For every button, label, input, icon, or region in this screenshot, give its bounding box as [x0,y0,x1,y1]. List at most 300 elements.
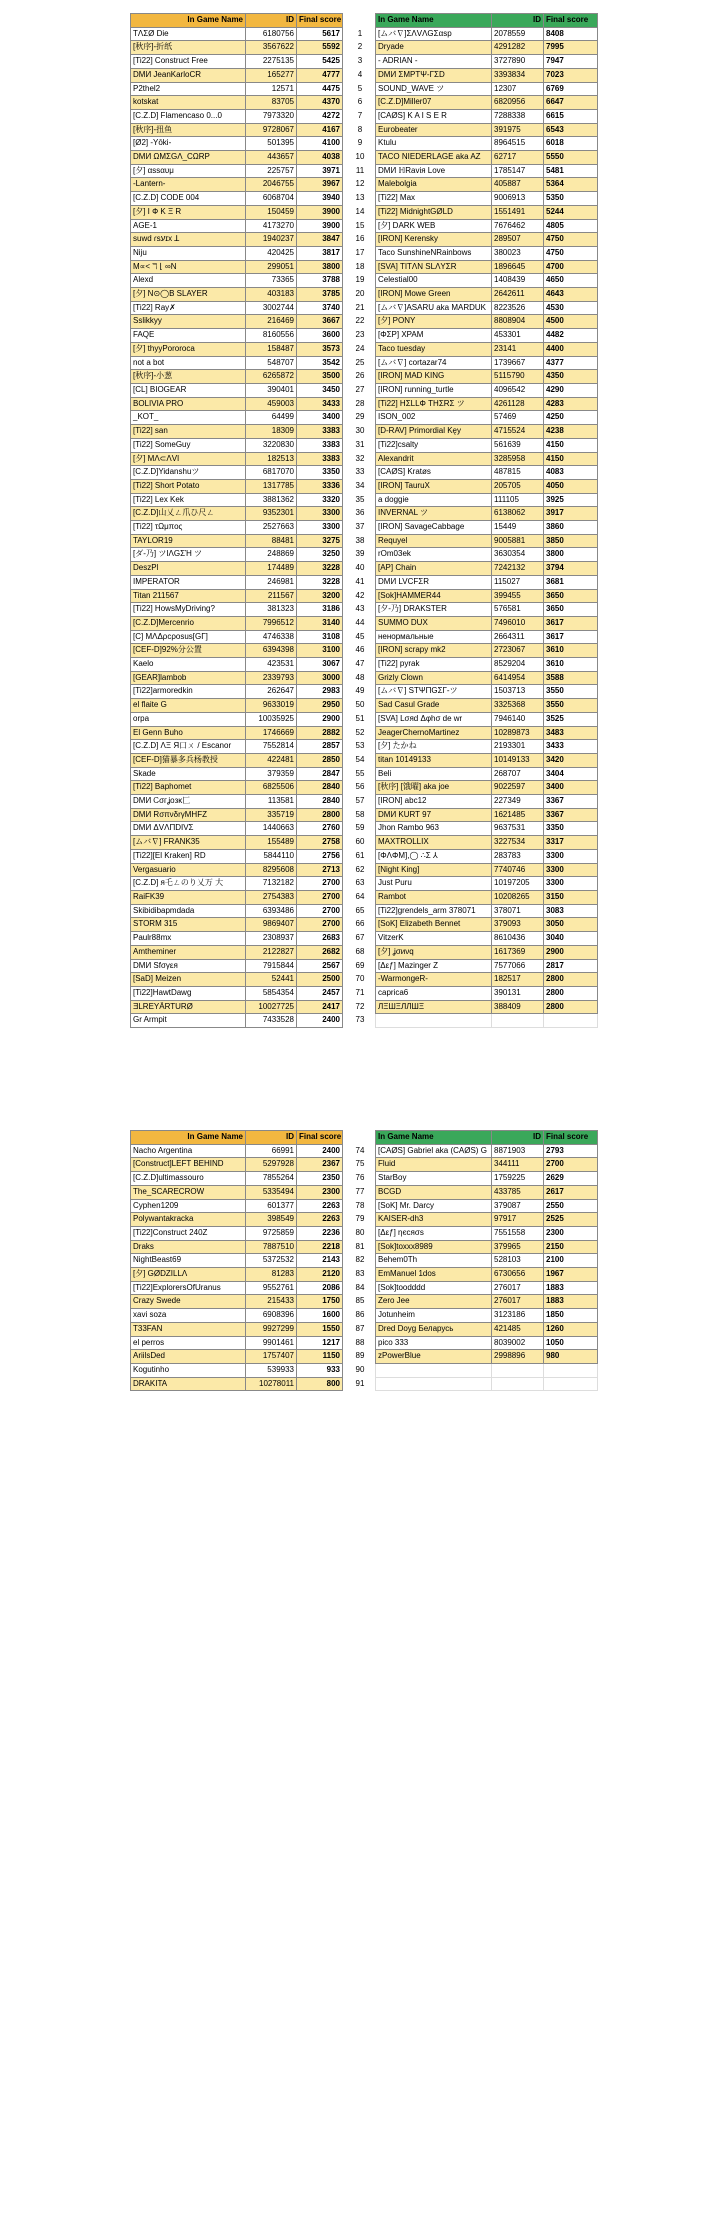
cell-id: 4746338 [246,630,297,644]
rank-number: 86 [355,1310,365,1319]
rank-number: 52 [355,728,365,737]
cell-score: 2758 [297,836,343,850]
cell-score: 4038 [297,151,343,165]
table-row [376,82,598,96]
table-row [376,1158,598,1172]
table-row [376,493,598,507]
table-row [131,534,343,548]
cell-name: AriilsDed [131,1350,246,1364]
cell-score: 3740 [297,301,343,315]
table-row [131,479,343,493]
cell-name: Titan 211567 [131,589,246,603]
cell-name: [Sok]HAMMER44 [376,589,492,603]
table-row [131,1363,343,1377]
table-row [131,959,343,973]
cell-id: 23141 [492,342,544,356]
rank-number: 8 [357,125,363,134]
cell-id: 215433 [246,1295,297,1309]
table-row [376,68,598,82]
cell-id: 12307 [492,82,544,96]
cell-score: 2800 [544,1000,598,1014]
cell-score: 3000 [297,671,343,685]
cell-name: [C.Z.D]Miller07 [376,96,492,110]
rank-number: 89 [355,1351,365,1360]
cell-id: 6817070 [246,466,297,480]
cell-name: [CAØS] Gabriel aka (CAØS) G [376,1144,492,1158]
cell-score: 1967 [544,1268,598,1282]
rank-number: 10 [355,152,365,161]
table-row [376,1322,598,1336]
rank-number: 2 [357,42,363,51]
rank-number: 61 [355,851,365,860]
cell-score: 3788 [297,274,343,288]
table-row [131,411,343,425]
table-row [376,452,598,466]
cell-name: RaiFK39 [131,891,246,905]
table-row [131,82,343,96]
table-row [131,205,343,219]
cell-id: 423531 [246,658,297,672]
table-row [376,891,598,905]
rank-number: 75 [355,1159,365,1168]
rank-number: 47 [355,659,365,668]
cell-score: 2700 [297,891,343,905]
cell-id: 9352301 [246,507,297,521]
cell-name: [CEF-D]92%分公置 [131,644,246,658]
table-row [131,452,343,466]
cell-id: 9728067 [246,123,297,137]
cell-name: [GEAR]lambob [131,671,246,685]
cell-name: [夕] N⊙◯B SLAYER [131,288,246,302]
cell-score: 4272 [297,109,343,123]
rank-number: 82 [355,1255,365,1264]
cell-id [492,1363,544,1377]
table-row [376,137,598,151]
table-row [131,603,343,617]
cell-score: 4750 [544,233,598,247]
table-row [131,397,343,411]
cell-name: [ムバ∇]ΣΛVΛGΣαsp [376,27,492,41]
cell-id: 7552814 [246,740,297,754]
cell-id: 390131 [492,986,544,1000]
cell-id: 7915844 [246,959,297,973]
table-row [376,151,598,165]
cell-id: 1739667 [492,356,544,370]
table-row [131,1295,343,1309]
table-row [131,644,343,658]
cell-score: 2100 [544,1254,598,1268]
cell-name: DMИ ΩMΣGΛ_CΩRP [131,151,246,165]
cell-id: 88481 [246,534,297,548]
cell-name: [Ø2] -Yōki- [131,137,246,151]
rank-number: 29 [355,412,365,421]
cell-name: [秋序] [饿曜] aka joe [376,781,492,795]
table-row [376,849,598,863]
rank-number: 46 [355,645,365,654]
cell-name: Alexandrit [376,452,492,466]
rank-number: 77 [355,1187,365,1196]
cell-name: Fluid [376,1158,492,1172]
table-row [376,562,598,576]
cell-score: 3650 [544,603,598,617]
cell-name: [夕] thyyPororoca [131,342,246,356]
cell-name: [Ti22] HowsMyDriving? [131,603,246,617]
cell-id: 453301 [492,329,544,343]
cell-id: 7855264 [246,1172,297,1186]
cell-id: 1621485 [492,808,544,822]
cell-id: 6180756 [246,27,297,41]
cell-score: 3040 [544,932,598,946]
rank-number: 78 [355,1201,365,1210]
table-row [131,41,343,55]
cell-id: 6394398 [246,644,297,658]
cell-name: DMИ ℍRaviя Love [376,164,492,178]
cell-name: [SVA] TITΛN SLΛYΣR [376,260,492,274]
cell-name: [Ti22] MidnightGØLD [376,205,492,219]
rank-number: 12 [355,179,365,188]
cell-score: 3483 [544,726,598,740]
cell-score: 3367 [544,795,598,809]
table-row [131,109,343,123]
cell-score: 3917 [544,507,598,521]
cell-score: 2236 [297,1226,343,1240]
cell-name: [C.Z.D] ᴙ乇ㄥのり乂万 大 [131,877,246,891]
table-row [376,712,598,726]
cell-name: zPowerBlue [376,1350,492,1364]
cell-score: 3433 [297,397,343,411]
rank-number: 73 [355,1015,365,1024]
cell-id: 433785 [492,1185,544,1199]
cell-id: 1759225 [492,1172,544,1186]
header-name: In Game Name [376,1131,492,1145]
cell-name: KAISER-dh3 [376,1213,492,1227]
cell-id: 9006913 [492,192,544,206]
table-row [131,589,343,603]
rank-number: 50 [355,700,365,709]
cell-name: [IRON] Mowe Green [376,288,492,302]
cell-id: 12571 [246,82,297,96]
cell-id: 3325368 [492,699,544,713]
table-row [376,288,598,302]
rank-number: 54 [355,755,365,764]
cell-score: 3940 [297,192,343,206]
cell-id: 9633019 [246,699,297,713]
rank-number: 9 [357,138,363,147]
cell-name: ISON_002 [376,411,492,425]
cell-score: 4370 [297,96,343,110]
table-row [376,425,598,439]
cell-id: 10278011 [246,1377,297,1391]
table-row [131,438,343,452]
cell-score: 2800 [544,973,598,987]
rank-number: 70 [355,974,365,983]
cell-name: NightBeast69 [131,1254,246,1268]
cell-score: 4482 [544,329,598,343]
cell-name: [SoK] Mr. Darcy [376,1199,492,1213]
cell-id: 1440663 [246,822,297,836]
cell-id: 299051 [246,260,297,274]
table-row [131,288,343,302]
rank-number: 16 [355,234,365,243]
cell-id: 3220830 [246,438,297,452]
table-row [376,397,598,411]
cell-id: 7740746 [492,863,544,877]
table-row [376,1226,598,1240]
cell-name: [CL] BIOGEAR [131,383,246,397]
cell-id: 1551491 [492,205,544,219]
rank-number: 35 [355,495,365,504]
rank-number: 66 [355,919,365,928]
cell-name: T33FAN [131,1322,246,1336]
table-row [131,699,343,713]
cell-score: 5425 [297,55,343,69]
cell-id: 6730656 [492,1268,544,1282]
cell-score: 4250 [544,411,598,425]
cell-name: [CAØS] Kratøs [376,466,492,480]
cell-name: -WarmongeR- [376,973,492,987]
cell-score: 4750 [544,246,598,260]
table-row [376,1172,598,1186]
table-row [376,1000,598,1014]
cell-name: [Ti22]csalty [376,438,492,452]
cell-name: [Ti22] Ray✗ [131,301,246,315]
table-row [131,685,343,699]
cell-name [376,1363,492,1377]
cell-name: [Ti22][El Kraken] RD [131,849,246,863]
table-row [376,1350,598,1364]
cell-score: 4167 [297,123,343,137]
cell-score: 3925 [544,493,598,507]
cell-id: 561639 [492,438,544,452]
rank-number: 3 [357,56,363,65]
table-row [376,877,598,891]
cell-id: 379093 [492,918,544,932]
cell-id: 8610436 [492,932,544,946]
table-row [131,383,343,397]
rank-number: 62 [355,865,365,874]
table-row [376,41,598,55]
cell-id: 248869 [246,548,297,562]
cell-score: 2263 [297,1213,343,1227]
rank-number: 17 [355,248,365,257]
cell-score: 2682 [297,945,343,959]
cell-id: 1503713 [492,685,544,699]
cell-score: 2840 [297,795,343,809]
table-row [131,1185,343,1199]
cell-id: 1317785 [246,479,297,493]
cell-name: [夕] I Ф K Ξ R [131,205,246,219]
rank-number: 21 [355,303,365,312]
cell-score: 3794 [544,562,598,576]
cell-id: 10197205 [492,877,544,891]
cell-name: [Ti22] Baphomet [131,781,246,795]
cell-id: 380023 [492,246,544,260]
cell-id: 2723067 [492,644,544,658]
table-row [131,712,343,726]
cell-name: Nacho Argentina [131,1144,246,1158]
cell-id: 7973320 [246,109,297,123]
cell-score: 2882 [297,726,343,740]
table-row [131,1172,343,1186]
table-row [131,904,343,918]
cell-name: VitzerK [376,932,492,946]
cell-score: 6769 [544,82,598,96]
cell-id: 405887 [492,178,544,192]
cell-id: 398549 [246,1213,297,1227]
cell-name: [Sok]toxxx8989 [376,1240,492,1254]
cell-score: 3228 [297,562,343,576]
cell-id: 3393834 [492,68,544,82]
cell-name: IMPERATOR [131,575,246,589]
cell-score: 5350 [544,192,598,206]
cell-name: TΛΣØ Die [131,27,246,41]
rank-number: 37 [355,522,365,531]
cell-score: 5481 [544,164,598,178]
cell-score: 1600 [297,1309,343,1323]
table-row [131,1199,343,1213]
rank-number: 67 [355,933,365,942]
cell-id: 487815 [492,466,544,480]
cell-name: Taco SunshineNRainbows [376,246,492,260]
rank-number: 18 [355,262,365,271]
cell-score: 4650 [544,274,598,288]
cell-score: 2629 [544,1172,598,1186]
table-row [131,123,343,137]
rank-number: 85 [355,1296,365,1305]
cell-name: Kogutinho [131,1363,246,1377]
cell-id: 10208265 [492,891,544,905]
table-row [131,425,343,439]
cell-name: el flaite G [131,699,246,713]
table-row [376,685,598,699]
table-row [131,836,343,850]
cell-score: 3067 [297,658,343,672]
cell-id: 165277 [246,68,297,82]
cell-name: xavi soza [131,1309,246,1323]
cell-id: 1746669 [246,726,297,740]
table-row [131,562,343,576]
table-row [376,466,598,480]
cell-id: 7551558 [492,1226,544,1240]
cell-score: 3573 [297,342,343,356]
cell-score: 3847 [297,233,343,247]
cell-name: Gr Armpit [131,1014,246,1028]
rank-number: 90 [355,1365,365,1374]
table-row [131,493,343,507]
rank-number: 88 [355,1338,365,1347]
cell-id: 1896645 [492,260,544,274]
rank-number: 39 [355,549,365,558]
cell-score: 3617 [544,630,598,644]
table-row [376,795,598,809]
cell-score: 2350 [297,1172,343,1186]
rank-number: 31 [355,440,365,449]
cell-id: 391975 [492,123,544,137]
table-row [131,507,343,521]
cell-id: 227349 [492,795,544,809]
cell-name: BCGD [376,1185,492,1199]
table-row [376,274,598,288]
cell-score: 4643 [544,288,598,302]
table-row [131,1281,343,1295]
table-row [376,699,598,713]
cell-name: Eurobeater [376,123,492,137]
table-row [131,274,343,288]
cell-id: 8529204 [492,658,544,672]
cell-id: 378071 [492,904,544,918]
table-row [376,932,598,946]
table-row [131,521,343,535]
cell-score: 3300 [544,863,598,877]
cell-id: 10027725 [246,1000,297,1014]
cell-name: M∝< ℸ ⌊ ∞N [131,260,246,274]
cell-name: [CEF-D]猫暴多兵杨教授 [131,753,246,767]
cell-score: 2086 [297,1281,343,1295]
table-row [131,151,343,165]
rank-number: 44 [355,618,365,627]
rank-number: 41 [355,577,365,586]
cell-id: 1940237 [246,233,297,247]
rank-number: 74 [355,1146,365,1155]
rank-number: 56 [355,782,365,791]
cell-name: Rambot [376,891,492,905]
cell-id: 9869407 [246,918,297,932]
cell-name: [Ti22]armoredkin [131,685,246,699]
table-row [131,1336,343,1350]
table-row [376,1014,598,1028]
cell-name: [Ti22] HΣLLΦ THΣRΣ ツ [376,397,492,411]
rank-number: 24 [355,344,365,353]
cell-id: 7676462 [492,219,544,233]
header-score: Final score [297,1131,343,1145]
cell-name: DeszPl [131,562,246,576]
cell-score: 4150 [544,452,598,466]
cell-id: 399455 [492,589,544,603]
table-row [131,96,343,110]
table-row [131,863,343,877]
cell-id: 576581 [492,603,544,617]
rank-number: 1 [357,29,363,38]
cell-score: 4350 [544,370,598,384]
table-row [376,603,598,617]
cell-score: 3667 [297,315,343,329]
cell-name: [ムバ∇] cortazar74 [376,356,492,370]
rank-number: 6 [357,97,363,106]
cell-id: 2664311 [492,630,544,644]
table-row [376,548,598,562]
table-row [131,219,343,233]
cell-id: 8808904 [492,315,544,329]
table-row [131,877,343,891]
cell-name: [Ti22] SomeGuy [131,438,246,452]
cell-id: 381323 [246,603,297,617]
cell-id: 6820956 [492,96,544,110]
cell-id: 5854354 [246,986,297,1000]
cell-name: [夕] PONY [376,315,492,329]
table-row [376,301,598,315]
cell-score: 6647 [544,96,598,110]
cell-score [544,1014,598,1028]
cell-id: 2193301 [492,740,544,754]
cell-name: [Ti22] Lex Kek [131,493,246,507]
cell-id: 15449 [492,521,544,535]
cell-id: 64499 [246,411,297,425]
table-row [376,644,598,658]
cell-name: P2thel2 [131,82,246,96]
cell-id: 2998896 [492,1350,544,1364]
cell-name: Malebolgia [376,178,492,192]
table-row [131,164,343,178]
